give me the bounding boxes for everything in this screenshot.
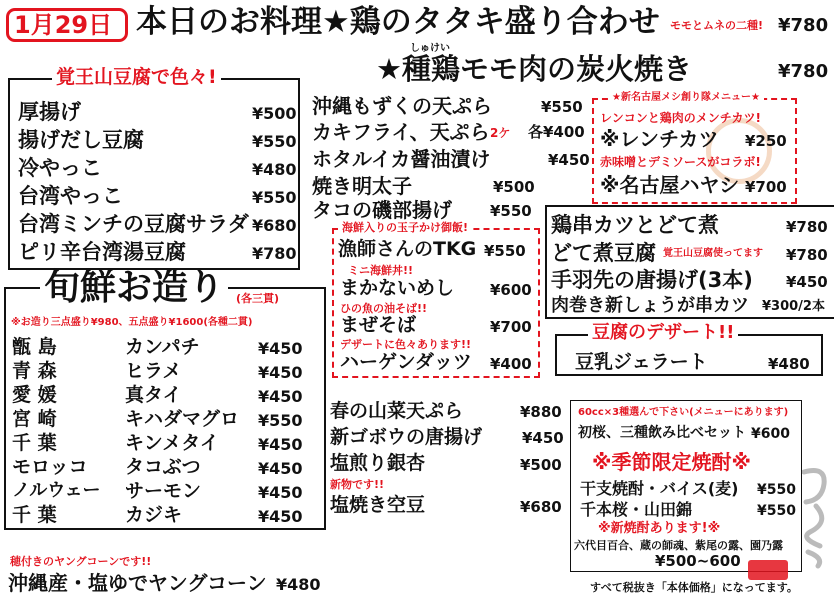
- menu-price: ¥550: [484, 242, 526, 260]
- menu-price: ¥600: [490, 281, 532, 299]
- daily-special-title: 本日のお料理★鶏のタタキ盛り合わせ: [136, 4, 660, 40]
- brush-logo-icon: [796, 462, 834, 570]
- menu-item: 沖縄もずくの天ぷら: [312, 94, 492, 118]
- sashimi-note: ※お造り三点盛り¥980、五点盛り¥1600(各種二貫): [11, 317, 253, 328]
- nagoya-heading: ★新名古屋メシ創り隊メニュー★: [608, 93, 764, 103]
- sashimi-origin: ノルウェー: [12, 480, 101, 501]
- menu-price: ¥880: [520, 403, 562, 421]
- tasting-set-price: ¥600: [751, 426, 790, 442]
- menu-item-note: デザートに色々あります!!: [340, 338, 472, 351]
- sashimi-origin: 宮 崎: [12, 408, 57, 430]
- sashimi-fish: カンパチ: [125, 336, 200, 358]
- drink-price: ¥550: [757, 503, 796, 519]
- menu-price: ¥700: [745, 178, 787, 196]
- menu-price: ¥480: [252, 160, 297, 179]
- dessert-heading: 豆腐のデザート!!: [588, 324, 738, 342]
- menu-price: ¥680: [520, 498, 562, 516]
- menu-item: 焼き明太子: [312, 174, 412, 198]
- menu-item-note: ひの魚の油そば!!: [340, 302, 428, 315]
- menu-price: ¥780: [786, 246, 828, 264]
- menu-item: どて煮豆腐: [551, 241, 656, 265]
- sashimi-subtitle: (各三貫): [236, 292, 280, 305]
- menu-price: ¥450: [522, 429, 564, 447]
- dessert-price: ¥480: [768, 355, 810, 373]
- menu-price: ¥500: [493, 178, 535, 196]
- corn-note: 穂付きのヤングコーンです!!: [10, 555, 152, 568]
- menu-price: ¥780: [252, 244, 297, 263]
- menu-item: 揚げだし豆腐: [18, 128, 144, 152]
- menu-item: まかないめし: [340, 277, 455, 299]
- menu-price: ¥450: [258, 363, 303, 382]
- special2-name: ★種鶏モモ肉の炭火焼き: [376, 52, 692, 86]
- menu-item: ハーゲンダッツ: [340, 351, 472, 373]
- menu-price: ¥400: [490, 355, 532, 373]
- menu-item: まぜそば: [340, 314, 417, 336]
- menu-item: 台湾やっこ: [18, 184, 123, 208]
- menu-price: ¥550: [258, 411, 303, 430]
- date: 1月29日: [14, 11, 113, 39]
- menu-item: 春の山菜天ぷら: [330, 400, 464, 422]
- menu-price: ¥550: [490, 202, 532, 220]
- daily-special-note: モモとムネの二種!: [670, 19, 764, 32]
- menu-item: 漁師さんのTKG: [338, 238, 477, 260]
- drink-item: 千本桜・山田錦: [580, 500, 693, 519]
- menu-item: 冷やっこ: [18, 156, 102, 180]
- sashimi-fish: キハダマグロ: [125, 408, 240, 430]
- menu-price: ¥450: [786, 273, 828, 291]
- sashimi-fish: 真タイ: [125, 384, 182, 406]
- menu-price: ¥550: [252, 132, 297, 151]
- menu-price: ¥550: [252, 188, 297, 207]
- sashimi-fish: キンメタイ: [125, 432, 219, 454]
- sashimi-fish: ヒラメ: [125, 360, 182, 382]
- menu-item-note: 赤味噌とデミソースがコラボ!: [600, 155, 761, 169]
- menu-price: ¥680: [252, 216, 297, 235]
- menu-item: 塩煎り銀杏: [330, 452, 426, 474]
- menu-item: ピリ辛台湾湯豆腐: [18, 240, 186, 264]
- menu-item: 肉巻き新しょうが串カツ: [551, 295, 749, 316]
- new-shochu-list: 六代目百合、蔵の師魂、紫尾の露、園乃露: [574, 539, 783, 552]
- menu-item: 新ゴボウの唐揚げ: [330, 426, 483, 448]
- sashimi-title: 旬鮮お造り: [40, 270, 228, 306]
- menu-price: ¥450: [258, 507, 303, 526]
- drink-item: 干支焼酎・バイス(麦): [580, 479, 739, 498]
- menu-item: 台湾ミンチの豆腐サラダ: [18, 212, 249, 236]
- red-seal-icon: [748, 560, 788, 580]
- sashimi-origin: 甑 島: [12, 336, 57, 358]
- drinks-note: 60cc×3種選んで下さい(メニューにあります): [578, 407, 789, 418]
- dessert-name: 豆乳ジェラート: [575, 351, 708, 373]
- menu-item-note: 海鮮入りの玉子かけ御飯!: [338, 222, 472, 233]
- sashimi-fish: サーモン: [125, 480, 202, 502]
- menu-item-note: ミニ海鮮丼!!: [348, 264, 414, 277]
- menu-price: ¥300/2本: [762, 299, 825, 314]
- menu-price: ¥450: [258, 483, 303, 502]
- sashimi-origin: 千 葉: [12, 432, 57, 454]
- seasonal-heading: ※季節限定焼酎※: [592, 450, 751, 474]
- menu-price: ¥450: [258, 459, 303, 478]
- menu-item-note: 覚王山豆腐使ってます: [663, 248, 763, 259]
- corn-name: 沖縄産・塩ゆでヤングコーン: [8, 571, 267, 595]
- corn-price: ¥480: [276, 575, 321, 594]
- menu-price: ¥250: [745, 132, 787, 150]
- menu-item: ※名古屋ハヤシ: [600, 173, 740, 197]
- menu-price: ¥450: [548, 151, 590, 169]
- new-shochu-heading: ※新焼酎あります!※: [598, 521, 721, 536]
- menu-item: 塩焼き空豆: [330, 494, 426, 516]
- menu-item: カキフライ、天ぷら: [312, 120, 490, 144]
- sashimi-origin: 青 森: [12, 360, 57, 382]
- menu-price: ¥450: [258, 387, 303, 406]
- menu-item: ※レンチカツ: [600, 127, 719, 151]
- sashimi-origin: モロッコ: [12, 456, 88, 478]
- menu-item: タコの磯部揚げ: [312, 198, 452, 222]
- menu-price: ¥500: [252, 104, 297, 123]
- drink-price: ¥550: [757, 482, 796, 498]
- menu-price: ¥450: [258, 339, 303, 358]
- tax-note: すべて税抜き「本体価格」になってます。: [590, 581, 798, 594]
- menu-item-note: 新物です!!: [330, 478, 385, 491]
- menu-price: ¥700: [490, 318, 532, 336]
- daily-special-price: ¥780: [778, 15, 829, 36]
- menu-price: ¥500: [520, 456, 562, 474]
- menu-item: 鶏串カツとどて煮: [551, 213, 719, 237]
- sashimi-fish: タコぶつ: [125, 456, 201, 478]
- menu-item: 手羽先の唐揚げ(3本): [551, 268, 753, 292]
- special2-price: ¥780: [778, 61, 829, 82]
- menu-item-note: レンコンと鶏肉のメンチカツ!: [600, 111, 761, 125]
- menu-price: ¥550: [541, 98, 583, 116]
- new-shochu-price: ¥500~600: [655, 552, 741, 570]
- menu-price: ¥780: [786, 218, 828, 236]
- sashimi-origin: 愛 媛: [12, 384, 57, 406]
- menu-item: 厚揚げ: [18, 100, 81, 124]
- menu-price: 各¥400: [528, 123, 585, 141]
- menu-price: ¥450: [258, 435, 303, 454]
- sashimi-origin: 千 葉: [12, 504, 57, 526]
- menu-item-note: 2ケ: [490, 126, 511, 140]
- special2-furigana: しゅけい: [410, 43, 450, 54]
- tofu-heading: 覚王山豆腐で色々!: [52, 68, 221, 87]
- sashimi-fish: カジキ: [125, 504, 183, 526]
- menu-item: ホタルイカ醤油漬け: [312, 147, 491, 171]
- tasting-set-name: 初桜、三種飲み比べセット: [578, 425, 746, 441]
